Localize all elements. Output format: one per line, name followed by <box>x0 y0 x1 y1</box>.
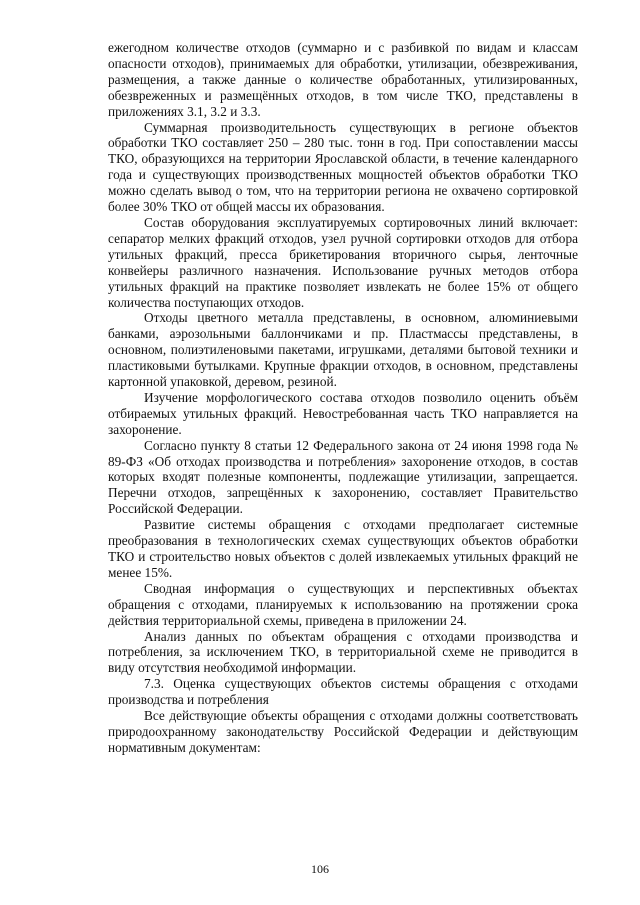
paragraph-system-development: Развитие системы обращения с отходами предполагает системные преобразования в технологических схемах существующих объектов обработки ТКО и строительство новых объектов с долей извлекаемых утильных фракций не менее 15%. <box>108 517 578 580</box>
paragraph-compliance: Все действующие объекты обращения с отходами должны соответствовать природоохранному законодательству Российской Федерации и действующим нормативным документам: <box>108 708 578 755</box>
paragraph-federal-law: Согласно пункту 8 статьи 12 Федерального закона от 24 июня 1998 года № 89-ФЗ «Об отходах производства и потребления» захоронение отходов, в состав которых входят полезные компоненты, подлежащие утилизации, запрещается. Перечни отходов, запрещённых к захоронению, составляет Правительство Российской Федерации. <box>108 437 578 517</box>
paragraph-summary-info: Сводная информация о существующих и перспективных объектах обращения с отходами, планируемых к использованию на протяжении срока действия территориальной схемы, приведена в приложении 24. <box>108 580 578 628</box>
paragraph-continuation: ежегодном количестве отходов (суммарно и с разбивкой по видам и классам опасности отходов), принимаемых для обработки, утилизации, обезвреживания, размещения, а также данные о количестве обработанных, утилизированных, обезвреженных и размещённых отходов, в том числе ТКО, представлены в приложениях 3.1, 3.2 и 3.3. <box>108 40 578 119</box>
page-number: 106 <box>311 862 329 876</box>
section-heading-7-3: 7.3. Оценка существующих объектов системы обращения с отходами производства и потребления <box>108 676 578 708</box>
paragraph-morphology-study: Изучение морфологического состава отходов позволило оценить объём отбираемых утильных фракций. Невостребованная часть ТКО направляется на захоронение. <box>108 389 578 437</box>
paragraph-sorting-equipment: Состав оборудования эксплуатируемых сортировочных линий включает: сепаратор мелких фракций отходов, узел ручной сортировки отходов для отбора утильных фракций, пресса брикетирования вторичного сырья, ленточные конвейеры различного назначения. Использование ручных методов отбора утильных фракций на практике позволяет извлекать не более 15% от общего количества поступающих отходов. <box>108 214 578 310</box>
paragraph-data-analysis: Анализ данных по объектам обращения с отходами производства и потребления, за исключением ТКО, в территориальной схеме не приводится в виду отсутствия необходимой информации. <box>108 628 578 676</box>
document-body <box>108 40 578 756</box>
paragraph-waste-composition: Отходы цветного металла представлены, в основном, алюминиевыми банками, аэрозольными баллончиками и пр. Пластмассы представлены, в основном, полиэтиленовыми пакетами, игрушками, деталями бытовой техники и пластиковыми бутылками. Крупные фракции отходов, в основном, представлены картонной упаковкой, деревом, резиной. <box>108 310 578 390</box>
paragraph-processing-capacity: Суммарная производительность существующих в регионе объектов обработки ТКО составляет 250 – 280 тыс. тонн в год. При сопоставлении массы ТКО, образующихся на территории Ярославской области, в течение календарного года и существующих производственных мощностей объектов обработки ТКО можно сделать вывод о том, что на территории региона не охвачено сортировкой более 30% ТКО от общей массы их образования. <box>108 119 578 215</box>
